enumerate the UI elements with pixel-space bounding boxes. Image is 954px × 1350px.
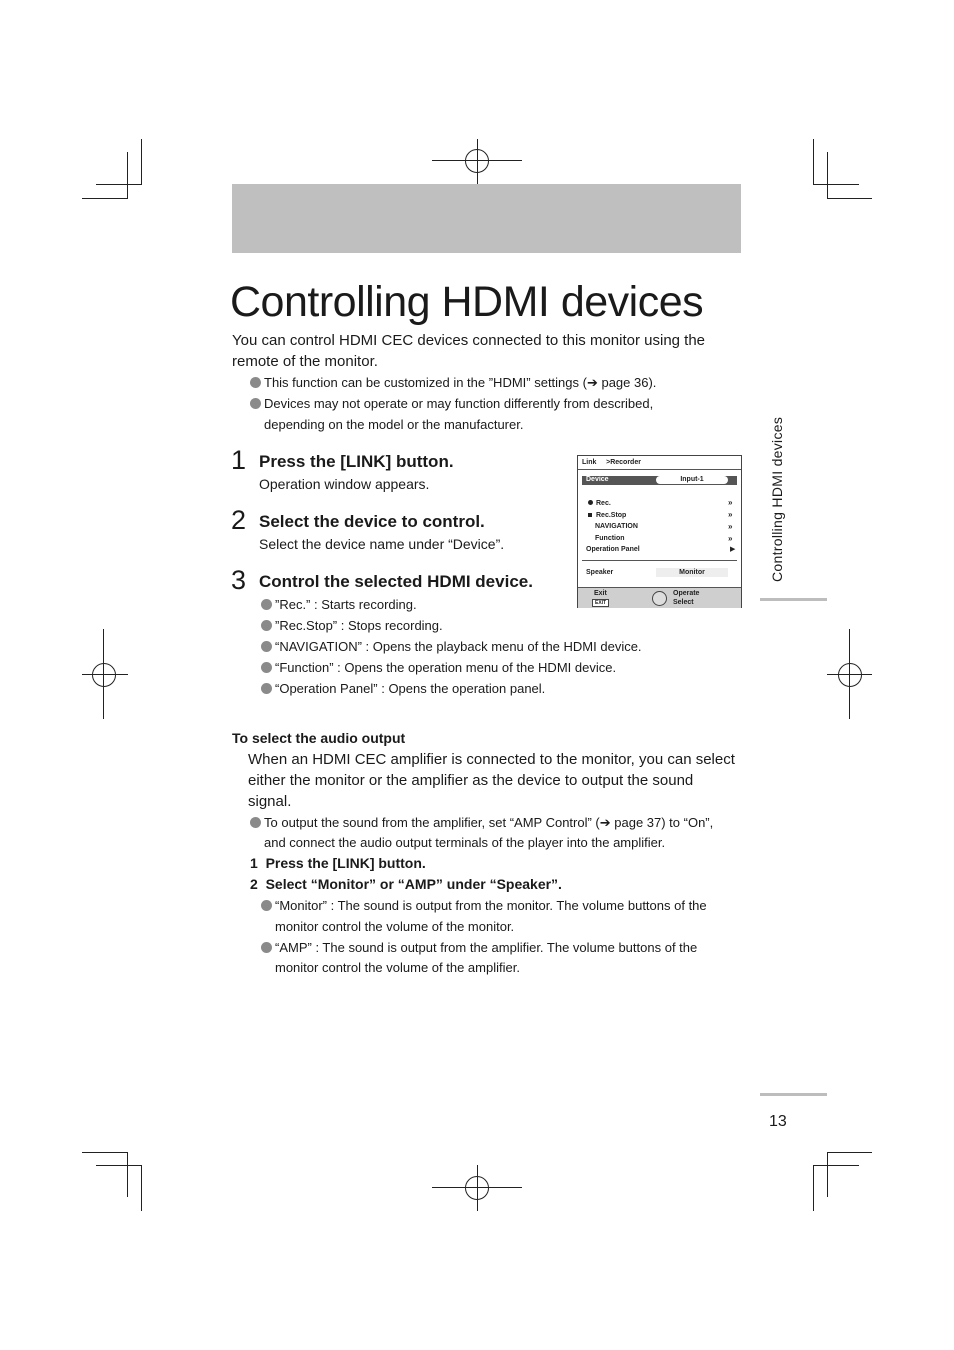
intro-text: You can control HDMI CEC devices connected to this monitor using the remote of the monitor.: [232, 332, 706, 370]
dpad-icon: [652, 591, 667, 606]
exit-label: Exit: [594, 590, 607, 597]
bullet-icon: [250, 377, 261, 388]
bullet-icon: [261, 942, 272, 953]
audio-note: To output the sound from the amplifier, set “AMP Control” (➔ page 37) to “On”,: [250, 812, 713, 833]
bullet-icon: [261, 641, 272, 652]
osd-item-rec[interactable]: Rec.: [588, 500, 611, 507]
speaker-label: Speaker: [586, 569, 614, 576]
audio-step-2: 2 Select “Monitor” or “AMP” under “Speaker”.: [250, 876, 562, 892]
audio-step-1: 1 Press the [LINK] button.: [250, 855, 426, 871]
bullet-icon: [261, 620, 272, 631]
step-description: Operation window appears.: [259, 476, 430, 492]
amp-option: “AMP” : The sound is output from the amplifier. The volume buttons of the: [261, 937, 697, 958]
double-chevron-icon: »: [728, 510, 733, 519]
monitor-option-continued: monitor control the volume of the monitor.: [275, 919, 515, 934]
page-number: 13: [769, 1113, 787, 1130]
double-chevron-icon: »: [728, 522, 733, 531]
step3-bullet: ”Rec.Stop” : Stops recording.: [261, 615, 443, 636]
footer-divider: [760, 1093, 827, 1096]
record-icon: [588, 500, 593, 505]
step-heading: Select the device to control.: [259, 512, 485, 531]
operate-label: Operate: [673, 590, 700, 597]
osd-header: Link >Recorder: [582, 459, 641, 466]
double-chevron-icon: »: [728, 498, 733, 507]
side-section-label: Controlling HDMI devices: [769, 416, 785, 582]
header-band: [232, 184, 741, 253]
audio-body: When an HDMI CEC amplifier is connected to the monitor, you can select either the monitor or the amplifier as the device to output the sound signal.: [248, 751, 735, 810]
step-number: 2: [231, 505, 247, 535]
bullet-icon: [261, 683, 272, 694]
exit-key-icon: EXIT: [592, 599, 609, 607]
bullet-icon: [250, 817, 261, 828]
page-title: Controlling HDMI devices: [230, 278, 704, 326]
step3-bullet: “NAVIGATION” : Opens the playback menu of the HDMI device.: [261, 636, 642, 657]
double-chevron-icon: »: [728, 534, 733, 543]
note-item-continued: depending on the model or the manufacturer.: [264, 417, 524, 432]
osd-item-function[interactable]: Function: [595, 535, 625, 542]
audio-note-continued: and connect the audio output terminals of the player into the amplifier.: [264, 835, 666, 850]
monitor-option: “Monitor” : The sound is output from the monitor. The volume buttons of the: [261, 895, 707, 916]
step3-bullet: “Function” : Opens the operation menu of the HDMI device.: [261, 657, 616, 678]
audio-section-heading: To select the audio output: [232, 730, 406, 746]
step-number: 1: [231, 445, 247, 475]
bullet-icon: [250, 398, 261, 409]
device-row[interactable]: Device Input-1: [582, 476, 737, 485]
osd-item-rec-stop[interactable]: Rec.Stop: [588, 512, 626, 519]
bullet-icon: [261, 900, 272, 911]
device-value: Input-1: [656, 476, 728, 484]
operation-window: [577, 455, 742, 608]
amp-option-continued: monitor control the volume of the amplifier.: [275, 960, 520, 975]
speaker-value[interactable]: Monitor: [656, 568, 728, 577]
side-divider: [760, 598, 827, 601]
bullet-icon: [261, 662, 272, 673]
bullet-icon: [261, 599, 272, 610]
osd-item-navigation[interactable]: NAVIGATION: [595, 523, 638, 530]
osd-footer: [578, 587, 741, 608]
step-heading: Control the selected HDMI device.: [259, 572, 533, 591]
triangle-right-icon: ▶: [730, 546, 736, 553]
step-heading: Press the [LINK] button.: [259, 452, 454, 471]
osd-item-operation-panel[interactable]: Operation Panel: [586, 546, 640, 553]
step3-bullet: “Operation Panel” : Opens the operation panel.: [261, 678, 545, 699]
note-item: This function can be customized in the ”HDMI” settings (➔ page 36).: [250, 372, 656, 393]
note-item: Devices may not operate or may function differently from described,: [250, 393, 653, 414]
step-description: Select the device name under “Device”.: [259, 536, 505, 552]
stop-icon: [588, 513, 592, 517]
step-number: 3: [231, 565, 247, 595]
step3-bullet: ”Rec.” : Starts recording.: [261, 594, 417, 615]
select-label: Select: [673, 599, 694, 606]
